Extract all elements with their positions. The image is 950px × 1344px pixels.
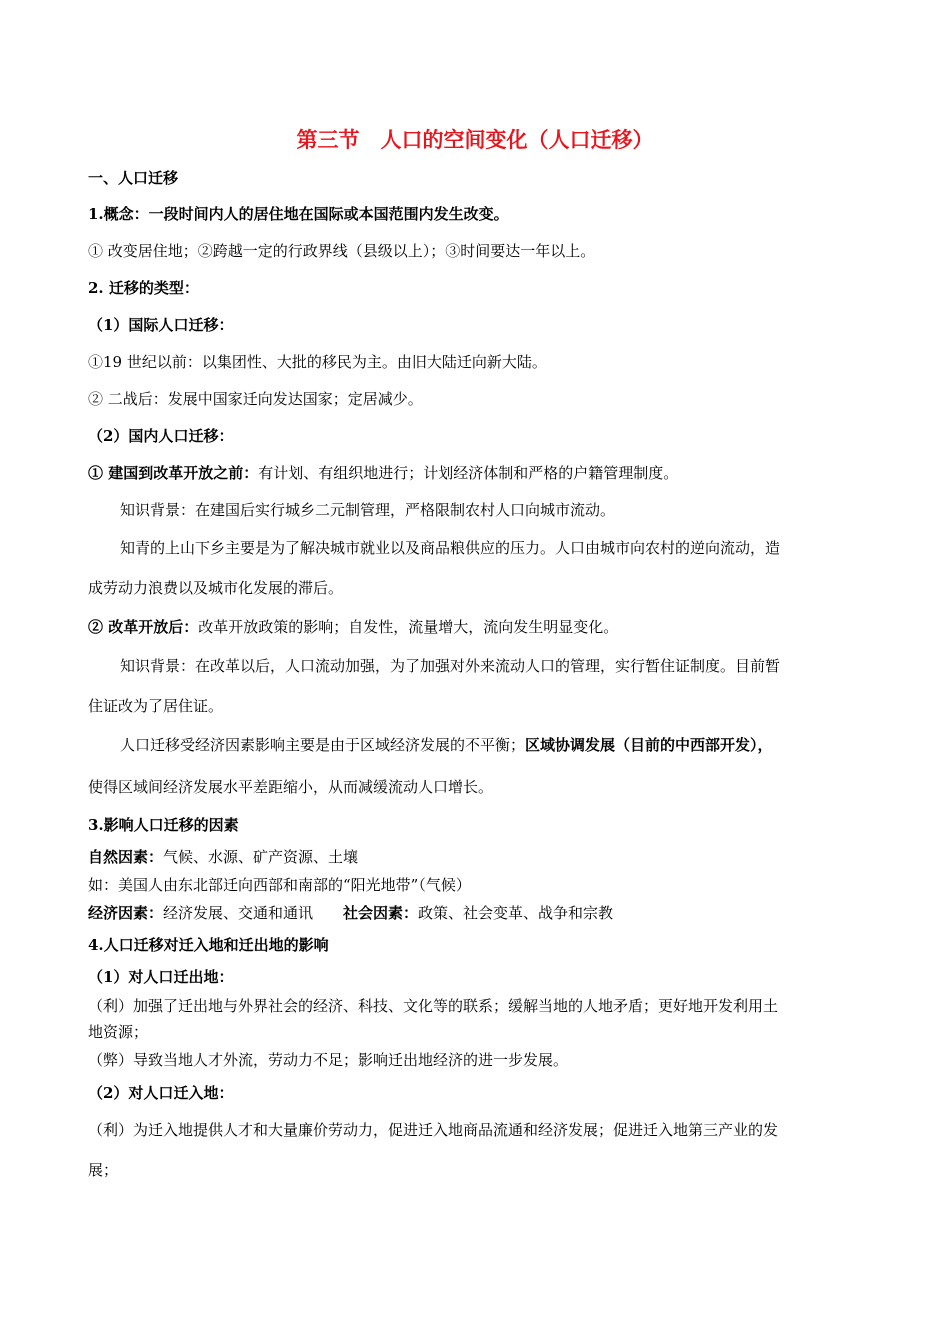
- section-heading-migration: 一、人口迁移: [88, 169, 179, 187]
- background-note-2-line1: 知青的上山下乡主要是为了解决城市就业以及商品粮供应的压力。人口由城市向农村的逆向流动，造: [120, 539, 781, 557]
- out-migration-cons: （弊）导致当地人才外流，劳动力不足；影响迁出地经济的进一步发展。: [88, 1051, 569, 1069]
- impact-heading: 4.人口迁移对迁入地和迁出地的影响: [88, 936, 329, 954]
- page-title: 第三节 人口的空间变化（人口迁移）: [296, 127, 654, 152]
- domestic-migration-heading: （2）国内人口迁移：: [88, 427, 234, 445]
- intl-migration-point-2: ② 二战后：发展中国家迁向发达国家；定居减少。: [88, 390, 423, 408]
- in-migration-pros-line2: 展；: [88, 1161, 119, 1179]
- economic-factor-line2: 使得区域间经济发展水平差距缩小，从而减缓流动人口增长。: [88, 778, 494, 796]
- concept-heading: 1.概念：一段时间内人的居住地在国际或本国范围内发生改变。: [88, 205, 509, 223]
- post-reform-text: 改革开放政策的影响；自发性，流量增大，流向发生明显变化。: [198, 618, 619, 636]
- economic-factors-label: 经济因素：: [88, 904, 164, 922]
- post-reform-label: ② 改革开放后：: [88, 618, 199, 636]
- economic-factor-paragraph: [120, 735, 773, 755]
- in-migration-heading: （2）对人口迁入地：: [88, 1084, 234, 1102]
- natural-factors: [88, 847, 358, 867]
- economic-factor-text: 人口迁移受经济因素影响主要是由于区域经济发展的不平衡；: [120, 736, 526, 754]
- background-note-3-line1: 知识背景：在改革以后，人口流动加强，为了加强对外来流动人口的管理，实行暂住证制度。目前暂: [120, 657, 781, 675]
- background-note-3-line2: 住证改为了居住证。: [88, 697, 224, 715]
- natural-factors-text: 气候、水源、矿产资源、土壤: [163, 848, 359, 866]
- background-note-2-line2: 成劳动力浪费以及城市化发展的滞后。: [88, 579, 344, 597]
- economic-factors-text: 经济发展、交通和通讯: [163, 904, 314, 922]
- intl-migration-heading: （1）国际人口迁移：: [88, 316, 234, 334]
- social-factors-text: 政策、社会变革、战争和宗教: [418, 904, 614, 922]
- pre-reform-paragraph: [88, 463, 678, 483]
- pre-reform-text: 有计划、有组织地进行；计划经济体制和严格的户籍管理制度。: [258, 464, 679, 482]
- in-migration-pros-line1: （利）为迁入地提供人才和大量廉价劳动力，促进迁入地商品流通和经济发展；促进迁入地第三产业的发: [88, 1121, 779, 1139]
- concept-detail: ① 改变居住地；②跨越一定的行政界线（县级以上）；③时间要达一年以上。: [88, 242, 596, 260]
- types-heading: 2. 迁移的类型：: [88, 279, 199, 297]
- social-factors-label: 社会因素：: [343, 904, 419, 922]
- out-migration-pros-line2: 地资源；: [88, 1023, 149, 1041]
- out-migration-pros-line1: （利）加强了迁出地与外界社会的经济、科技、文化等的联系；缓解当地的人地矛盾；更好地开发利用土: [88, 997, 779, 1015]
- background-note-1: 知识背景：在建国后实行城乡二元制管理，严格限制农村人口向城市流动。: [120, 501, 616, 519]
- regional-development-emphasis: 区域协调发展（目前的中西部开发），: [525, 736, 773, 754]
- post-reform-paragraph: [88, 617, 618, 637]
- natural-factors-label: 自然因素：: [88, 848, 164, 866]
- pre-reform-label: ① 建国到改革开放之前：: [88, 464, 259, 482]
- economic-social-factors: [88, 903, 613, 923]
- out-migration-heading: （1）对人口迁出地：: [88, 968, 234, 986]
- factors-heading: 3.影响人口迁移的因素: [88, 816, 239, 834]
- factor-example: 如：美国人由东北部迁向西部和南部的“阳光地带”（气候）: [88, 876, 471, 894]
- intl-migration-point-1: ①19 世纪以前：以集团性、大批的移民为主。由旧大陆迁向新大陆。: [88, 353, 547, 371]
